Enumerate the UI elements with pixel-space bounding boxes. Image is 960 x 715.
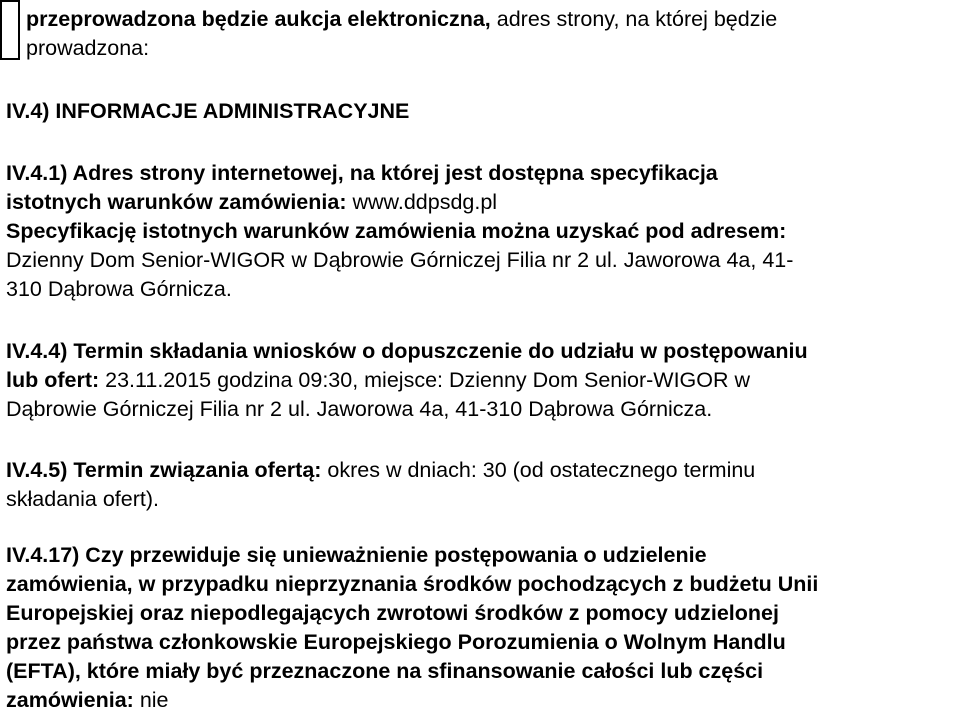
iv417-label: zamówienia: xyxy=(6,688,134,712)
iv417-line-2: zamówienia, w przypadku nieprzyznania środków pochodzących z budżetu Unii xyxy=(6,572,819,596)
section-heading-iv4: IV.4) INFORMACJE ADMINISTRACYJNE xyxy=(6,99,410,123)
auction-line-2: prowadzona: xyxy=(26,36,150,60)
iv417-line-4: przez państwa członkowskie Europejskiego Porozumienia o Wolnym Handlu xyxy=(6,630,786,654)
auction-checkbox[interactable] xyxy=(0,0,20,60)
iv44-question: IV.4.4) Termin składania wniosków o dopuszczenie do udziału w postępowaniu xyxy=(6,339,808,363)
iv41-line-2 xyxy=(6,188,497,217)
iv44-line-3: Dąbrowie Górniczej Filia nr 2 ul. Jaworowa 4a, 41-310 Dąbrowa Górnicza. xyxy=(6,397,713,421)
auction-address-label: adres strony, na której będzie xyxy=(490,7,778,31)
iv41-website: www.ddpsdg.pl xyxy=(346,190,498,214)
iv45-label: IV.4.5) Termin związania ofertą: xyxy=(6,458,322,482)
iv45-line-2: składania ofert). xyxy=(6,487,159,511)
iv41-line-3: Specyfikację istotnych warunków zamówienia można uzyskać pod adresem: xyxy=(6,219,787,243)
iv45-line-1 xyxy=(6,456,755,485)
iv417-line-5: (EFTA), które miały być przeznaczone na sfinansowanie całości lub części xyxy=(6,659,764,683)
iv41-label: istotnych warunków zamówienia: xyxy=(6,190,347,214)
iv417-line-6 xyxy=(6,686,169,715)
iv45-answer: okres w dniach: 30 (od ostatecznego terminu xyxy=(321,458,756,482)
iv44-line-2 xyxy=(6,366,750,395)
iv41-question: IV.4.1) Adres strony internetowej, na której jest dostępna specyfikacja xyxy=(6,161,718,185)
iv417-line-1: IV.4.17) Czy przewiduje się unieważnienie postępowania o udzielenie xyxy=(6,543,707,567)
iv417-answer: nie xyxy=(133,688,169,712)
iv41-address-line-2: 310 Dąbrowa Górnicza. xyxy=(6,277,232,301)
iv417-line-3: Europejskiej oraz niepodlegających zwrotowi środków z pomocy udzielonej xyxy=(6,601,779,625)
auction-line-1 xyxy=(26,5,777,34)
iv44-answer: 23.11.2015 godzina 09:30, miejsce: Dzienny Dom Senior-WIGOR w xyxy=(99,368,751,392)
iv41-address-line-1: Dzienny Dom Senior-WIGOR w Dąbrowie Górniczej Filia nr 2 ul. Jaworowa 4a, 41- xyxy=(6,248,794,272)
iv44-label: lub ofert: xyxy=(6,368,100,392)
auction-label: przeprowadzona będzie aukcja elektroniczna, xyxy=(26,7,491,31)
